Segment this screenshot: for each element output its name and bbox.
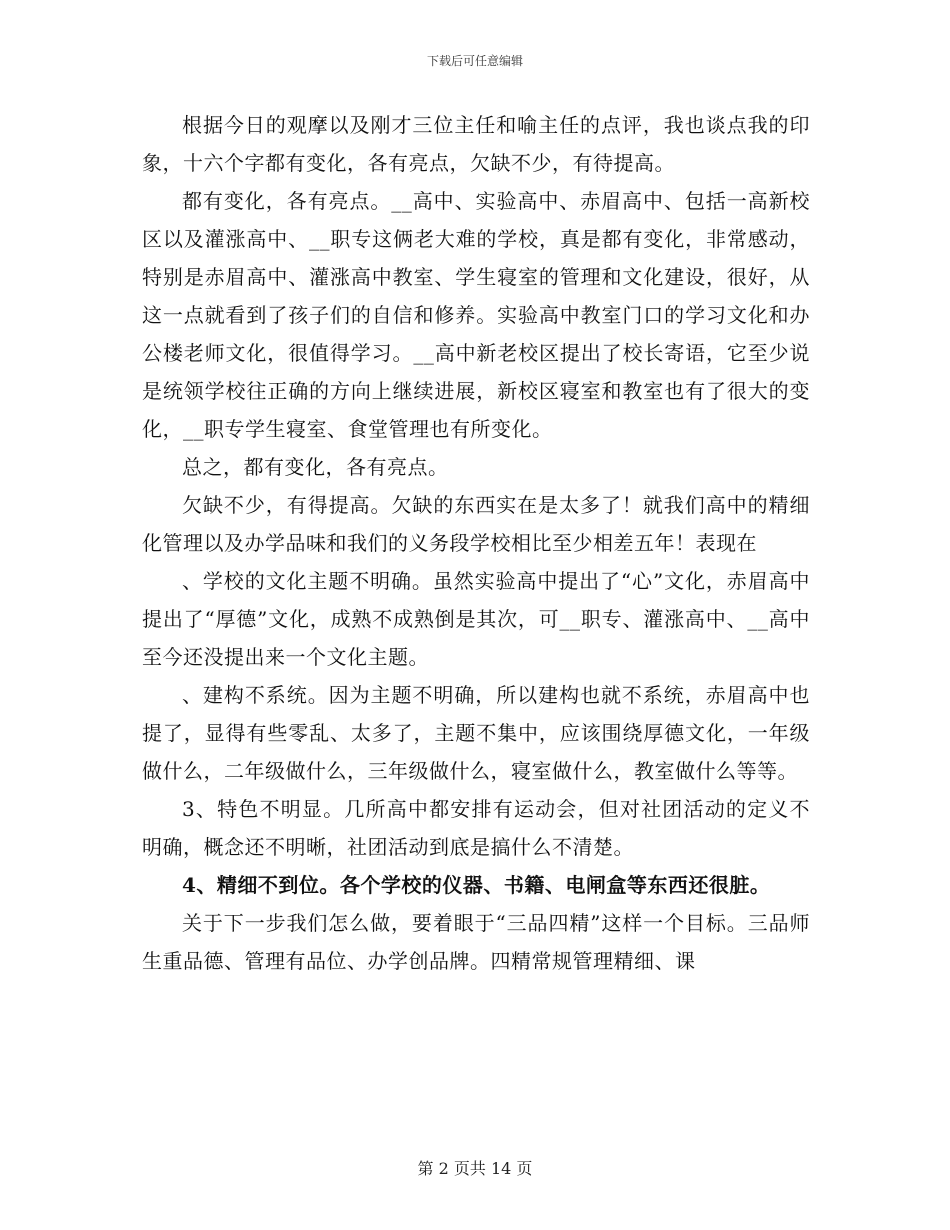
- paragraph-point-2: 、建构不系统。因为主题不明确，所以建构也就不系统，赤眉高中也提了，显得有些零乱、太多了，主题不集中，应该围绕厚德文化，一年级做什么，二年级做什么，三年级做什么，寝室做什么，教室做什么等等。: [142, 683, 810, 783]
- paragraph-next-steps: 关于下一步我们怎么做，要着眼于“三品四精”这样一个目标。三品师生重品德、管理有品位、办学创品牌。四精常规管理精细、课: [142, 911, 810, 973]
- paragraph-summary: 总之，都有变化，各有亮点。: [182, 455, 449, 479]
- paragraph-point-1: 、学校的文化主题不明确。虽然实验高中提出了“心”文化，赤眉高中提出了“厚德”文化，成熟不成熟倒是其次，可__职专、灌涨高中、__高中至今还没提出来一个文化主题。: [142, 569, 810, 669]
- paragraph-intro: 根据今日的观摩以及刚才三位主任和喻主任的点评，我也谈点我的印象，十六个字都有变化，各有亮点，欠缺不少，有待提高。: [142, 113, 810, 175]
- paragraph-shortcomings: 欠缺不少，有得提高。欠缺的东西实在是太多了！就我们高中的精细化管理以及办学品味和我们的义务段学校相比至少相差五年！表现在: [142, 493, 810, 555]
- page-number: 第 2 页共 14 页: [417, 1159, 533, 1178]
- document-body: [142, 106, 810, 980]
- paragraph-changes: 都有变化，各有亮点。__高中、实验高中、赤眉高中、包括一高新校区以及灌涨高中、__职专这俩老大难的学校，真是都有变化，非常感动，特别是赤眉高中、灌涨高中教室、学生寝室的管理和文化建设，很好，从这一点就看到了孩子们的自信和修养。实验高中教室门口的学习文化和办公楼老师文化，很值得学习。__高中新老校区提出了校长寄语，它至少说是统领学校往正确的方向上继续进展，新校区寝室和教室也有了很大的变化，__职专学生寝室、食堂管理也有所变化。: [142, 189, 810, 441]
- paragraph-point-4: 4、精细不到位。各个学校的仪器、书籍、电闸盒等东西还很脏。: [182, 873, 771, 897]
- page-header: 下载后可任意编辑: [426, 54, 523, 68]
- paragraph-point-3: 3、特色不明显。几所高中都安排有运动会，但对社团活动的定义不明确，概念还不明晰，社团活动到底是搞什么不清楚。: [142, 797, 810, 859]
